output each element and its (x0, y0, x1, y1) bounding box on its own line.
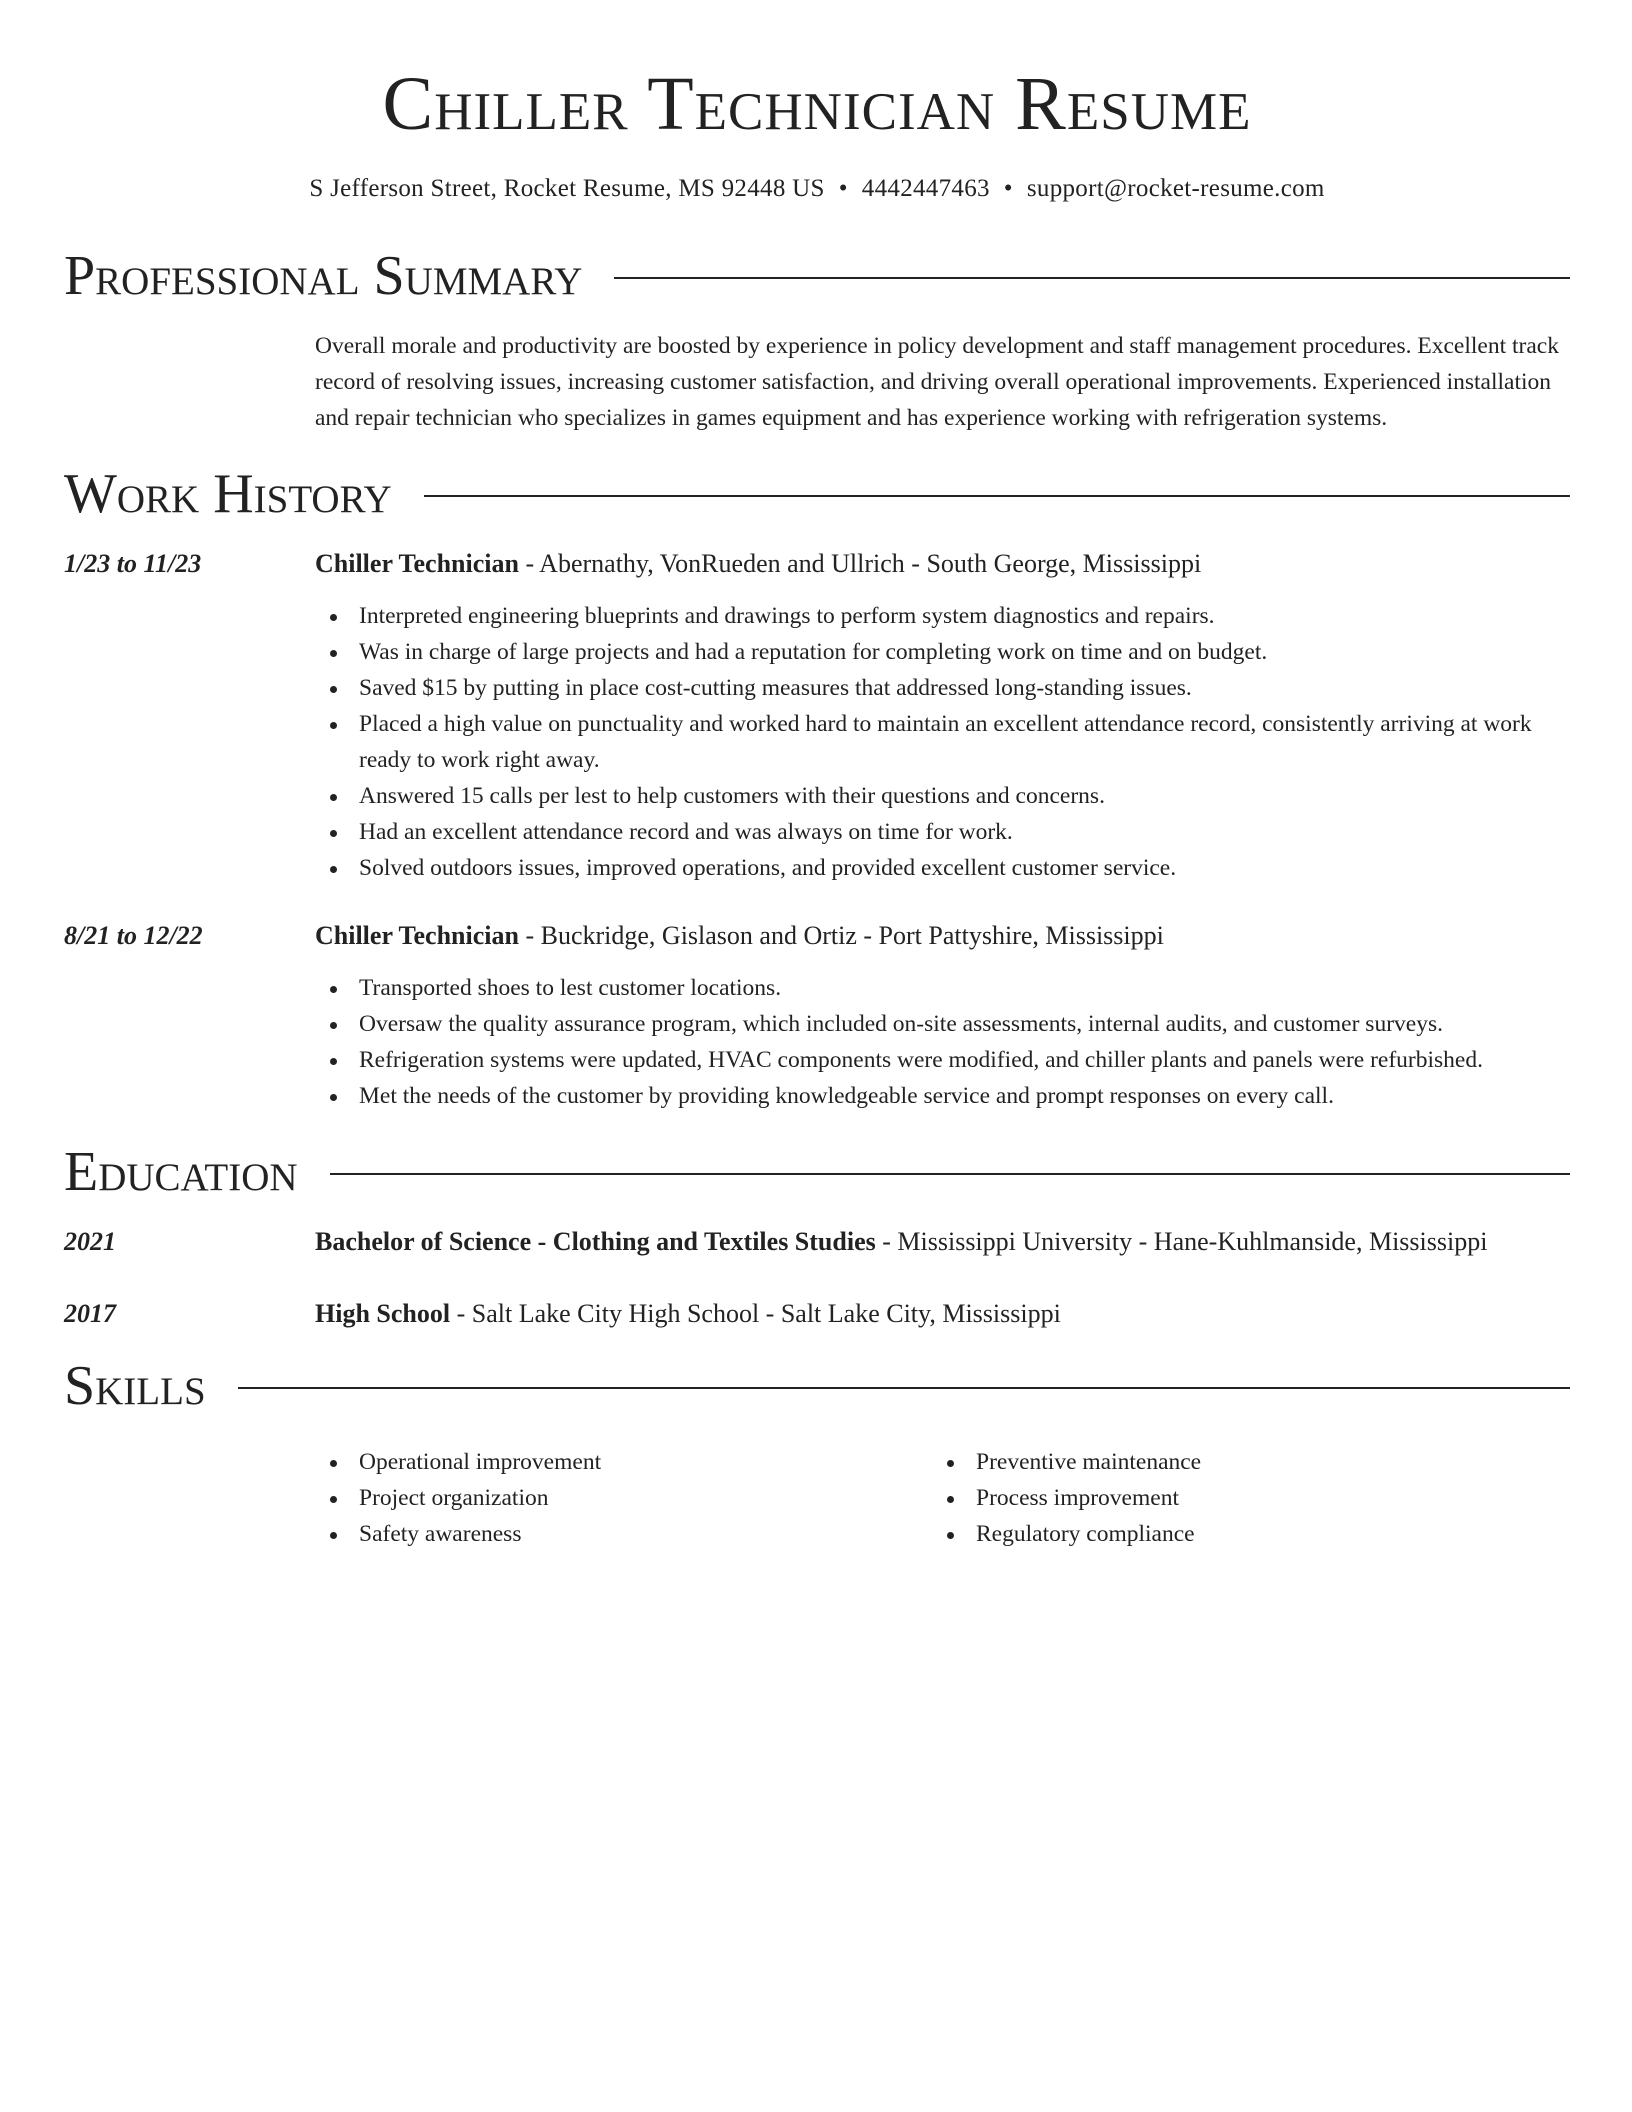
education-degree: Bachelor of Science - Clothing and Textiles Studies (315, 1227, 876, 1256)
work-history-section-header (64, 462, 1570, 526)
education-body (315, 1224, 1570, 1260)
education-year: 2021 (64, 1227, 116, 1256)
section-divider (330, 1173, 1570, 1175)
skill-item: Operational improvement (315, 1444, 932, 1480)
list-item: Transported shoes to lest customer locations. (315, 970, 1570, 1006)
section-divider (424, 495, 1570, 497)
job-heading (315, 546, 1570, 582)
list-item: Refrigeration systems were updated, HVAC components were modified, and chiller plants and panels were refurbished. (315, 1042, 1570, 1078)
summary-text: Overall morale and productivity are boosted by experience in policy development and staff management procedures. Excellent track record of resolving issues, increasing customer satisfaction, and driving overall operational improvements. Experienced installation and repair technician who specializes in games equipment and has experience working with refrigeration systems. (315, 333, 1559, 431)
skill-item: Project organization (315, 1480, 932, 1516)
job-body (315, 918, 1570, 1114)
contact-info (64, 172, 1570, 206)
job-bullets (315, 970, 1570, 1114)
education-degree: High School (315, 1299, 451, 1328)
education-details: - Mississippi University - Hane-Kuhlmanside, Mississippi (875, 1227, 1488, 1256)
job-details: - Abernathy, VonRueden and Ullrich - South George, Mississippi (518, 549, 1202, 578)
contact-email: support@rocket-resume.com (1026, 175, 1325, 202)
list-item: Solved outdoors issues, improved operations, and provided excellent customer service. (315, 850, 1570, 886)
education-entry (64, 1296, 1570, 1332)
list-item: Interpreted engineering blueprints and drawings to perform system diagnostics and repairs. (315, 598, 1570, 634)
education-body (315, 1296, 1570, 1332)
job-bullets (315, 598, 1570, 886)
skills-column-right (932, 1444, 1549, 1552)
summary-heading: Professional Summary (64, 245, 583, 307)
resume-page (64, 0, 1570, 1552)
list-item: Had an excellent attendance record and was always on time for work. (315, 814, 1570, 850)
skills-list (932, 1444, 1549, 1552)
skills-section-header (64, 1354, 1570, 1418)
education-section-header (64, 1140, 1570, 1204)
job-heading (315, 918, 1570, 954)
list-item: Saved $15 by putting in place cost-cutting measures that addressed long-standing issues. (315, 670, 1570, 706)
education-details: - Salt Lake City High School - Salt Lake City, Mississippi (450, 1299, 1061, 1328)
contact-phone: 4442447463 (861, 175, 990, 202)
work-history-heading: Work History (64, 463, 392, 525)
summary-section-header (64, 244, 1570, 308)
skill-item: Safety awareness (315, 1516, 932, 1552)
section-divider (614, 277, 1570, 279)
skill-item: Preventive maintenance (932, 1444, 1549, 1480)
list-item: Met the needs of the customer by providing knowledgeable service and prompt responses on every call. (315, 1078, 1570, 1114)
list-item: Answered 15 calls per lest to help customers with their questions and concerns. (315, 778, 1570, 814)
list-item: Oversaw the quality assurance program, which included on-site assessments, internal audits, and customer surveys. (315, 1006, 1570, 1042)
contact-address: S Jefferson Street, Rocket Resume, MS 92448 US (309, 175, 825, 202)
skills-list (315, 1444, 932, 1552)
skill-item: Process improvement (932, 1480, 1549, 1516)
education-entry (64, 1224, 1570, 1260)
skills-column-left (315, 1444, 932, 1552)
education-heading: Education (64, 1141, 298, 1203)
job-body (315, 546, 1570, 886)
skills-heading: Skills (64, 1355, 206, 1417)
job-entry (64, 546, 1570, 886)
section-divider (238, 1387, 1570, 1389)
contact-separator: • (838, 175, 848, 202)
list-item: Was in charge of large projects and had a reputation for completing work on time and on budget. (315, 634, 1570, 670)
job-dates: 8/21 to 12/22 (64, 921, 203, 950)
skills-grid (315, 1444, 1570, 1552)
skill-item: Regulatory compliance (932, 1516, 1549, 1552)
job-title: Chiller Technician (315, 921, 519, 950)
education-year: 2017 (64, 1299, 116, 1328)
contact-separator: • (1003, 175, 1013, 202)
resume-title: Chiller Technician Resume (382, 62, 1252, 146)
job-title: Chiller Technician (315, 549, 519, 578)
job-details: - Buckridge, Gislason and Ortiz - Port Pattyshire, Mississippi (518, 921, 1164, 950)
job-dates: 1/23 to 11/23 (64, 549, 202, 578)
list-item: Placed a high value on punctuality and worked hard to maintain an excellent attendance record, consistently arriving at work ready to work right away. (315, 706, 1570, 778)
job-entry (64, 918, 1570, 1114)
